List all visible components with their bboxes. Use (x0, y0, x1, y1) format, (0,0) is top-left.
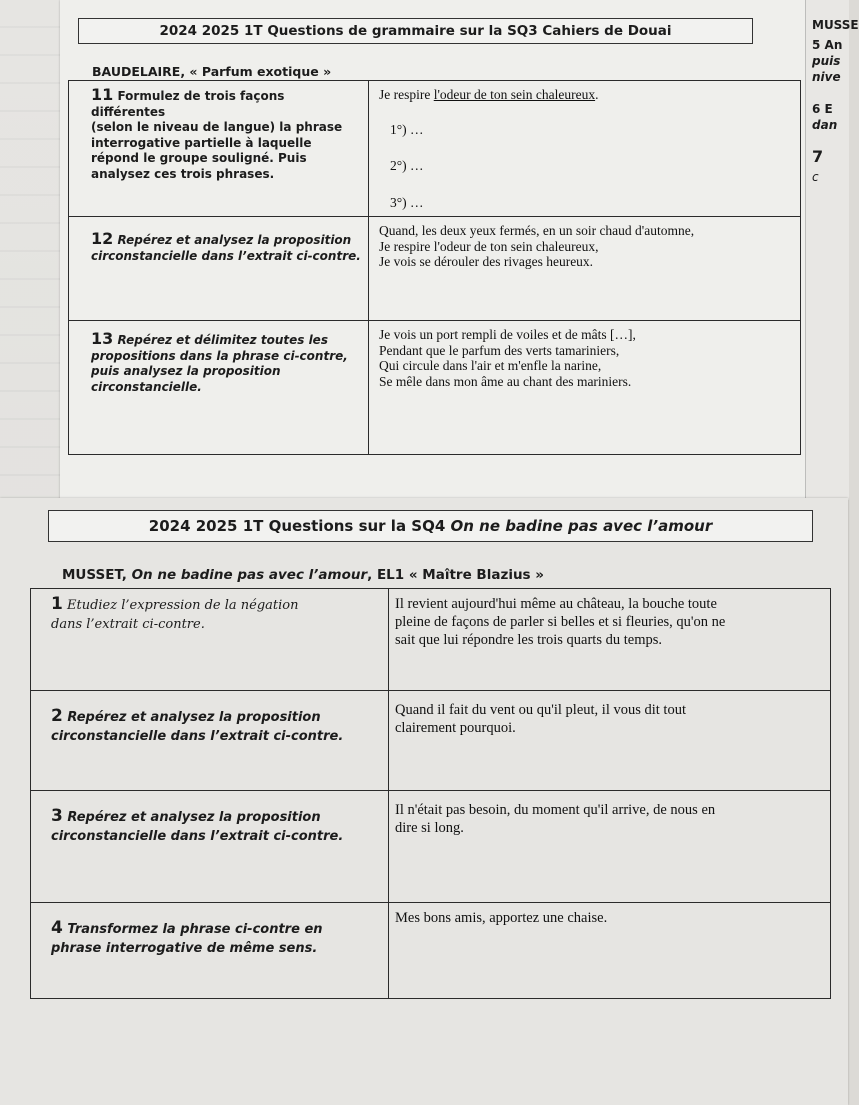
margin-line: MUSSE (812, 18, 859, 32)
doc2-title-work: On ne badine pas avec l’amour (450, 517, 713, 535)
excerpt-line: Mes bons amis, apportez une chaise. (395, 910, 608, 926)
question-text: puis analysez la proposition (91, 364, 281, 378)
doc1-section-heading: BAUDELAIRE, « Parfum exotique » (92, 64, 332, 79)
text-cell (389, 589, 831, 691)
question-text: phrase interrogative de même sens. (51, 941, 318, 956)
answer-item: 2°) … (390, 158, 424, 173)
doc1-title: 2024 2025 1T Questions de grammaire sur la SQ3 Cahiers de Douai (78, 18, 753, 44)
margin-line: puis (812, 54, 841, 68)
table-row (31, 589, 831, 691)
margin-line: 6 E (812, 102, 833, 116)
section-author: MUSSET, (62, 567, 132, 583)
excerpt-line: Quand il fait du vent ou qu'il pleut, il vous dit tout (395, 702, 686, 718)
margin-line: c (812, 170, 819, 184)
excerpt-line: clairement pourquoi. (395, 720, 516, 736)
question-text: analysez ces trois phrases. (91, 166, 275, 181)
question-text: répond le groupe souligné. Puis (91, 151, 307, 165)
question-text: Formulez de trois façons différentes (91, 89, 285, 119)
answer-item: 1°) … (390, 121, 424, 137)
text-cell (389, 903, 831, 999)
question-text: Etudiez l’expression de la négation (66, 598, 299, 613)
question-number: 4 (51, 918, 63, 938)
text-cell (369, 81, 801, 217)
table-row (31, 691, 831, 791)
table-row (69, 217, 801, 321)
question-text: dans l’extrait ci-contre. (51, 617, 205, 632)
question-number: 1 (51, 594, 63, 614)
doc2-question-table (30, 588, 831, 999)
text-cell (369, 321, 801, 455)
doc2-section-heading (62, 567, 544, 583)
question-text: circonstancielle dans l’extrait ci-contre. (51, 829, 344, 844)
margin-line: nive (812, 70, 841, 84)
table-row (69, 81, 801, 217)
excerpt-line: Il revient aujourd'hui même au château, la bouche toute (395, 596, 717, 612)
question-cell (69, 321, 369, 455)
excerpt-line: Qui circule dans l'air et m'enfle la narine, (379, 358, 602, 373)
excerpt-text: . (595, 87, 599, 102)
margin-notes (812, 18, 859, 184)
underlined-group: l'odeur de ton sein chaleureux (433, 87, 596, 102)
question-number: 3 (51, 806, 63, 826)
excerpt-line: Quand, les deux yeux fermés, en un soir chaud d'automne, (379, 223, 695, 238)
excerpt-line: Il n'était pas besoin, du moment qu'il arrive, de nous en (395, 802, 716, 818)
doc2-title (48, 510, 813, 542)
text-cell (389, 691, 831, 791)
doc1-question-table (68, 80, 801, 455)
question-cell (69, 217, 369, 321)
question-text: Transformez la phrase ci-contre en (67, 922, 323, 937)
margin-line: dan (812, 118, 838, 132)
text-cell (389, 791, 831, 903)
question-text: interrogative partielle à laquelle (91, 135, 312, 150)
doc2-title-text: 2024 2025 1T Questions sur la SQ4 (148, 517, 451, 535)
excerpt-line: pleine de façons de parler si belles et si fleuries, qu'on ne (395, 614, 726, 630)
table-row (69, 321, 801, 455)
excerpt-line: dire si long. (395, 820, 464, 836)
table-row (31, 903, 831, 999)
section-extract: , EL1 « Maître Blazius » (367, 567, 545, 583)
question-number: 11 (91, 85, 114, 104)
question-text: propositions dans la phrase ci-contre, (91, 348, 348, 363)
question-cell (31, 691, 389, 791)
question-cell (31, 791, 389, 903)
question-text: circonstancielle dans l’extrait ci-contre. (91, 248, 361, 263)
question-number: 13 (91, 329, 114, 348)
table-row (31, 791, 831, 903)
section-work: On ne badine pas avec l’amour (131, 567, 368, 583)
excerpt-line: Se mêle dans mon âme au chant des mariniers. (379, 373, 632, 389)
question-number: 2 (51, 706, 63, 726)
margin-line: 7 (812, 147, 824, 166)
question-text: Repérez et analysez la proposition (117, 233, 352, 247)
excerpt-line: Je vois se dérouler des rivages heureux. (379, 254, 594, 269)
excerpt-line: Pendant que le parfum des verts tamariniers, (379, 342, 620, 358)
question-text: circonstancielle. (91, 379, 202, 394)
excerpt-line: sait que lui répondre les trois quarts du temps. (395, 632, 662, 648)
question-text: Repérez et délimitez toutes les (117, 333, 328, 347)
margin-line: 5 An (812, 38, 843, 52)
excerpt-text: Je respire (379, 87, 434, 102)
excerpt-line: Je respire l'odeur de ton sein chaleureux, (379, 238, 599, 254)
question-number: 12 (91, 229, 114, 248)
question-text: Repérez et analysez la proposition (67, 810, 321, 825)
question-cell (31, 589, 389, 691)
question-text: circonstancielle dans l’extrait ci-contre. (51, 729, 344, 744)
excerpt-line: Je vois un port rempli de voiles et de mâts […], (379, 327, 636, 342)
question-cell (69, 81, 369, 217)
question-text: Repérez et analysez la proposition (67, 710, 321, 725)
question-text: (selon le niveau de langue) la phrase (91, 120, 343, 134)
text-cell (369, 217, 801, 321)
answer-item: 3°) … (390, 194, 424, 210)
question-cell (31, 903, 389, 999)
